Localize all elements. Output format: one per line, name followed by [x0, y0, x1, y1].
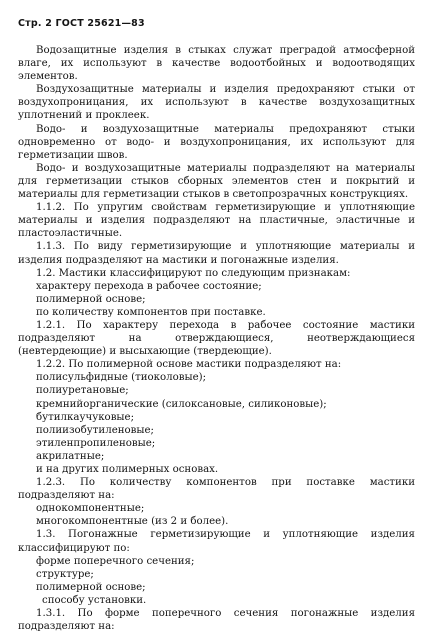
paragraph: полиуретановые;: [36, 385, 129, 397]
paragraph: однокомпонентные;: [36, 503, 145, 515]
paragraph: 1.1.3. По виду герметизирующие и уплотняющие материалы и изделия подразделяют на мастики и погонажные изделия.: [18, 241, 415, 266]
document-body: [18, 44, 415, 633]
paragraph: способу установки.: [42, 594, 147, 606]
paragraph: бутилкаучуковые;: [36, 411, 134, 423]
paragraph: 1.3. Погонажные герметизирующие и уплотняющие изделия классифицируют по:: [18, 529, 415, 554]
paragraph: этиленпропиленовые;: [36, 437, 156, 449]
paragraph: полимерной основе;: [36, 293, 146, 305]
paragraph: характеру перехода в рабочее состояние;: [36, 280, 262, 292]
paragraph: Воздухозащитные материалы и изделия предохраняют стыки от воздухопроницания, их используют в качестве воздухозащитных уплотнений и проклеек.: [18, 84, 415, 122]
paragraph: и на других полимерных основах.: [36, 464, 219, 475]
paragraph: полисульфидные (тиоколовые);: [36, 372, 207, 384]
paragraph: 1.2.2. По полимерной основе мастики подразделяют на:: [36, 359, 342, 371]
paragraph: многокомпонентные (из 2 и более).: [36, 516, 229, 528]
paragraph: форме поперечного сечения;: [36, 555, 195, 567]
paragraph: Водозащитные изделия в стыках служат преградой атмосферной влаге, их используют в качестве водоотбойных и водоотводящих элементов.: [18, 45, 415, 83]
paragraph: 1.2.1. По характеру перехода в рабочее состояние мастики подразделяют на отверждающиеся, неотверждающиеся (невтердеющие) и высыхающие (твердеющие).: [18, 319, 415, 358]
paragraph: 1.2. Мастики классифицируют по следующим признакам:: [36, 267, 351, 279]
paragraph: Водо- и воздухозащитные материалы предохраняют стыки одновременно от водо- и воздухопроницания, их используют для герметизации швов.: [18, 123, 415, 161]
paragraph: 1.2.3. По количеству компонентов при поставке мастики подразделяют на:: [18, 477, 415, 502]
paragraph: Водо- и воздухозащитные материалы подразделяют на материалы для герметизации стыков сборных элементов стен и покрытий и материалы для герметизации стыков в светопрозрачных конструкциях.: [18, 162, 415, 201]
paragraph: структуре;: [36, 568, 94, 580]
paragraph: 1.3.1. По форме поперечного сечения погонажные изделия подразделяют на:: [18, 608, 415, 633]
paragraph: кремнийорганические (силоксановые, силиконовые);: [36, 398, 327, 410]
paragraph: полимерной основе;: [36, 581, 146, 593]
paragraph: акрилатные;: [36, 450, 105, 462]
paragraph: 1.1.2. По упругим свойствам герметизирующие и уплотняющие материалы и изделия подразделяют на пластичные, эластичные и пластоэластичные.: [18, 202, 415, 240]
page-header: Стр. 2 ГОСТ 25621—83: [18, 18, 145, 29]
paragraph: полиизобутиленовые;: [36, 424, 154, 436]
paragraph: по количеству компонентов при поставке.: [36, 306, 266, 318]
